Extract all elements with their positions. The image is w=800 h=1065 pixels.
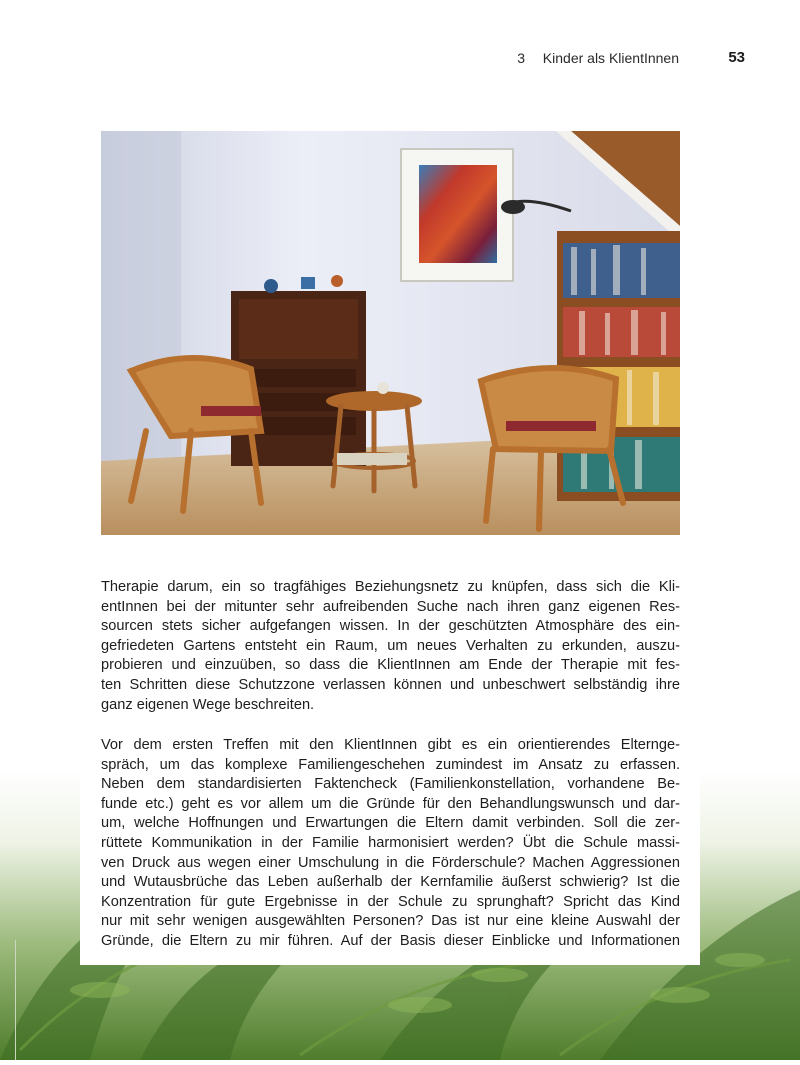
paragraph-2	[101, 736, 680, 952]
text-line: rüttete Kommunikation in der Familie harmonisiert werden? Übt die Schule massi-	[101, 834, 680, 851]
text-line: Vor dem ersten Treffen mit den KlientInnen gibt es ein orientierendes Elternge-	[101, 737, 680, 753]
text-line: nur mit sehr wenigen ausgewählten Personen? Das ist nur eine kleine Auswahl der	[101, 913, 680, 930]
margin-rule	[15, 940, 16, 1060]
therapy-room-photo	[101, 131, 680, 535]
text-line: funde etc.) geht es vor allem um die Gründe für den Behandlungswunsch und dar-	[101, 795, 680, 812]
text-line: um, welche Hoffnungen und Erwartungen die Eltern damit verbinden. Soll die zer-	[101, 815, 680, 832]
chapter-title: Kinder als KlientInnen	[542, 50, 679, 66]
text-line: Konzentration für gute Ergebnisse in der Schule zu sprunghaft? Spricht das Kind	[101, 893, 680, 910]
paragraph-1	[101, 578, 680, 715]
text-line: ganz eigenen Wege beschreiten.	[101, 696, 315, 713]
text-line: spräch, um das komplexe Familiengeschehen zumindest im Ansatz zu erfassen.	[101, 756, 680, 773]
running-header	[0, 47, 800, 69]
text-line: sourcen stets sicher aufgefangen wissen. In der geschützten Atmosphäre des ein-	[101, 618, 680, 635]
text-line: probieren und einzuüben, so dass die KlientInnen am Ende der Therapie mit fes-	[101, 657, 680, 674]
text-line: Neben dem standardisierten Faktencheck (Familienkonstellation, vorhandene Be-	[101, 776, 680, 793]
chapter-number: 3	[517, 50, 525, 66]
page-number: 53	[728, 49, 745, 66]
text-line: Therapie darum, ein so tragfähiges Beziehungsnetz zu knüpfen, dass sich die Kli-	[101, 579, 680, 595]
text-line: entInnen bei der mitunter sehr aufreibenden Suche nach ihren ganz eigenen Res-	[101, 598, 680, 615]
text-line: ven Druck aus wegen einer Umschulung in die Förderschule? Machen Aggressionen	[101, 854, 680, 871]
text-line: Gründe, die Eltern zu mir führen. Auf der Basis dieser Einblicke und Informationen	[101, 932, 680, 949]
text-line: und Wutausbrüche das Leben außerhalb der Kernfamilie äußerst schwierig? Ist die	[101, 874, 680, 891]
text-line: ten Schritten diese Schutzzone verlassen können und unbeschwert selbständig ihre	[101, 676, 680, 693]
text-line: gefriedeten Gartens entsteht ein Raum, um neues Verhalten zu erkunden, auszu-	[101, 637, 680, 654]
